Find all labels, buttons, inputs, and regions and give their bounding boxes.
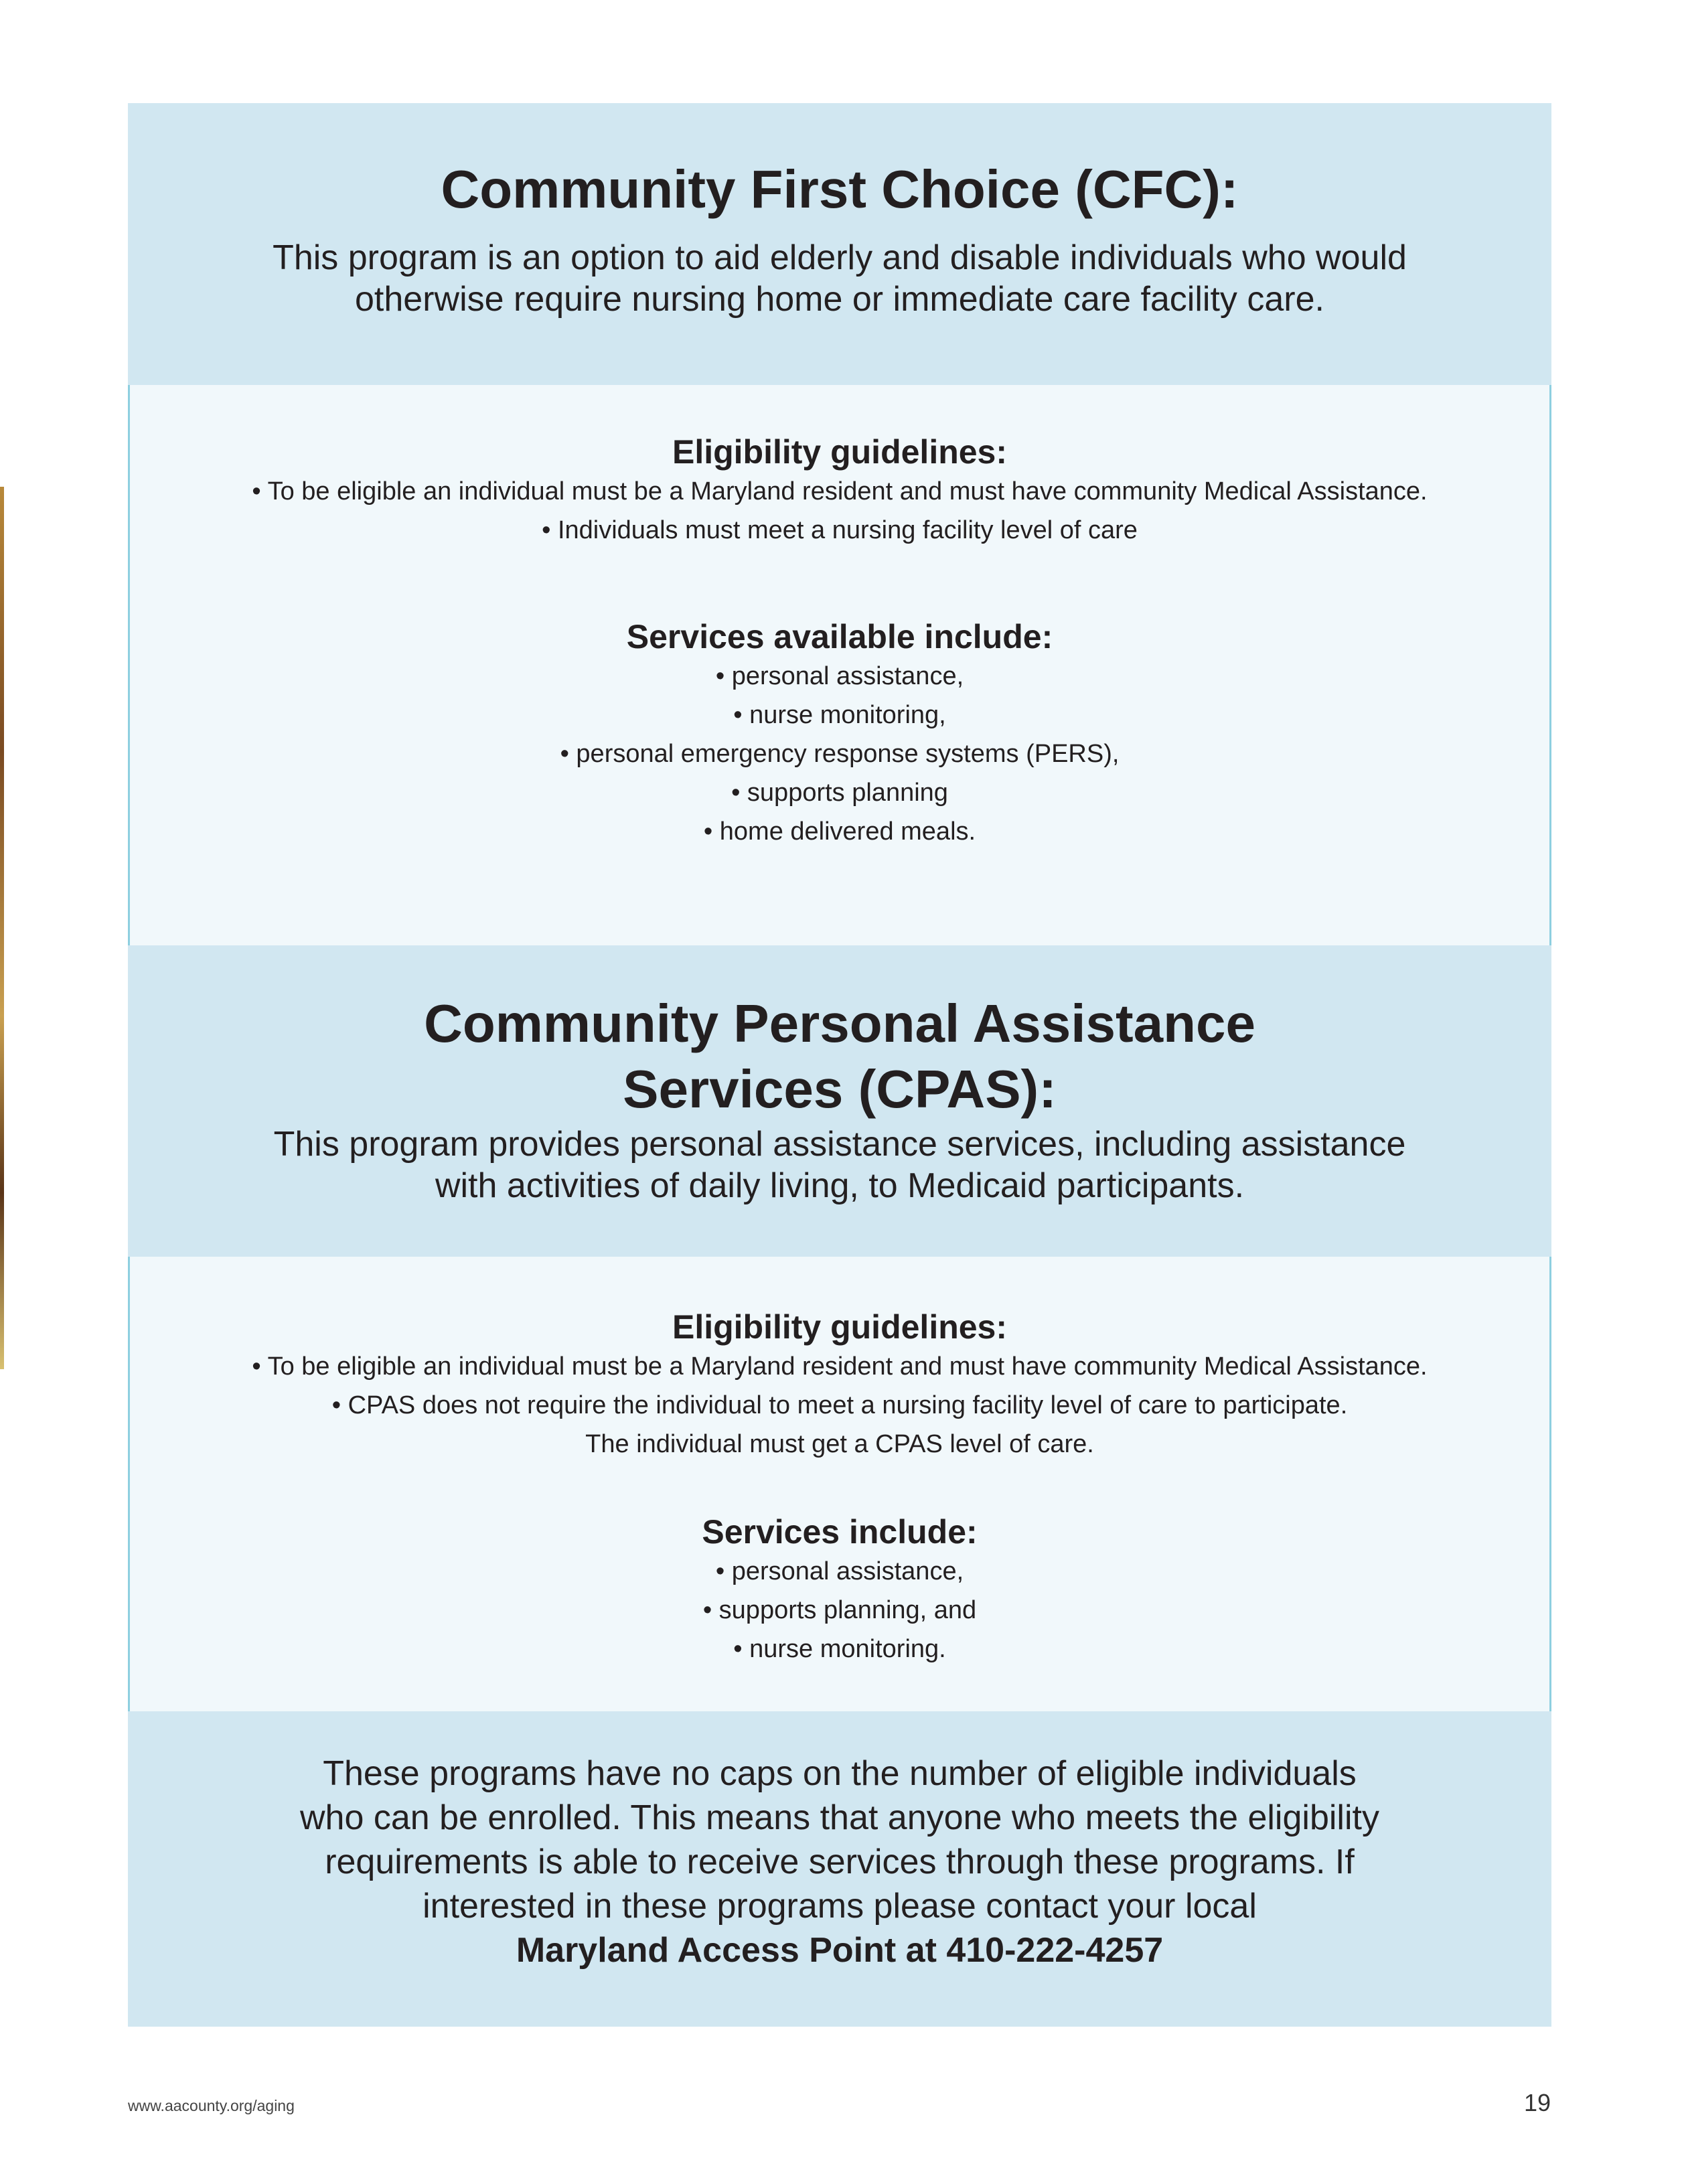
list-item: • personal assistance, bbox=[715, 1557, 964, 1585]
cfc-intro: This program is an option to aid elderly and disable individuals who would otherwise require nursing home or immediate care facility care. bbox=[273, 238, 1407, 319]
cpas-intro: This program provides personal assistance services, including assistance with activities of daily living, to Medicaid participants. bbox=[273, 1125, 1406, 1205]
content-box bbox=[128, 103, 1551, 2027]
list-item: • CPAS does not require the individual to meet a nursing facility level of care to participate. bbox=[331, 1391, 1348, 1419]
note-line: requirements is able to receive services through these programs. If bbox=[325, 1843, 1355, 1881]
website-url: www.aacounty.org/aging bbox=[128, 2097, 295, 2114]
cpas-header bbox=[128, 945, 1551, 1257]
cpas-eligibility-heading: Eligibility guidelines: bbox=[672, 1308, 1008, 1346]
page-edge-image bbox=[0, 487, 4, 1369]
cpas-services-heading: Services include: bbox=[702, 1513, 978, 1551]
cfc-details bbox=[128, 385, 1551, 945]
list-item: • personal assistance, bbox=[715, 662, 964, 690]
list-item: • Individuals must meet a nursing facility level of care bbox=[542, 516, 1138, 544]
cfc-services-heading: Services available include: bbox=[626, 618, 1053, 655]
note-line: These programs have no caps on the number of eligible individuals bbox=[323, 1754, 1357, 1793]
cpas-title: Community Personal Assistance Services (CPAS): bbox=[424, 994, 1255, 1119]
list-item: • To be eligible an individual must be a Maryland resident and must have community Medical Assistance. bbox=[252, 477, 1428, 505]
enrollment-note bbox=[128, 1711, 1551, 2027]
cfc-title: Community First Choice (CFC): bbox=[441, 159, 1239, 219]
list-item: • home delivered meals. bbox=[703, 817, 976, 846]
note-line: interested in these programs please contact your local bbox=[423, 1887, 1257, 1926]
contact-info: Maryland Access Point at 410-222-4257 bbox=[516, 1931, 1164, 1970]
cpas-details bbox=[128, 1257, 1551, 1711]
list-item: The individual must get a CPAS level of care. bbox=[585, 1430, 1094, 1458]
list-item: • nurse monitoring, bbox=[733, 701, 946, 729]
cfc-header bbox=[128, 103, 1551, 385]
list-item: • supports planning bbox=[731, 779, 948, 807]
list-item: • nurse monitoring. bbox=[733, 1635, 946, 1663]
page-number: 19 bbox=[1524, 2089, 1551, 2116]
list-item: • supports planning, and bbox=[702, 1596, 977, 1624]
note-line: who can be enrolled. This means that anyone who meets the eligibility bbox=[300, 1798, 1379, 1837]
list-item: • To be eligible an individual must be a Maryland resident and must have community Medical Assistance. bbox=[252, 1352, 1428, 1381]
list-item: • personal emergency response systems (PERS), bbox=[560, 740, 1120, 768]
cfc-eligibility-heading: Eligibility guidelines: bbox=[672, 433, 1008, 471]
